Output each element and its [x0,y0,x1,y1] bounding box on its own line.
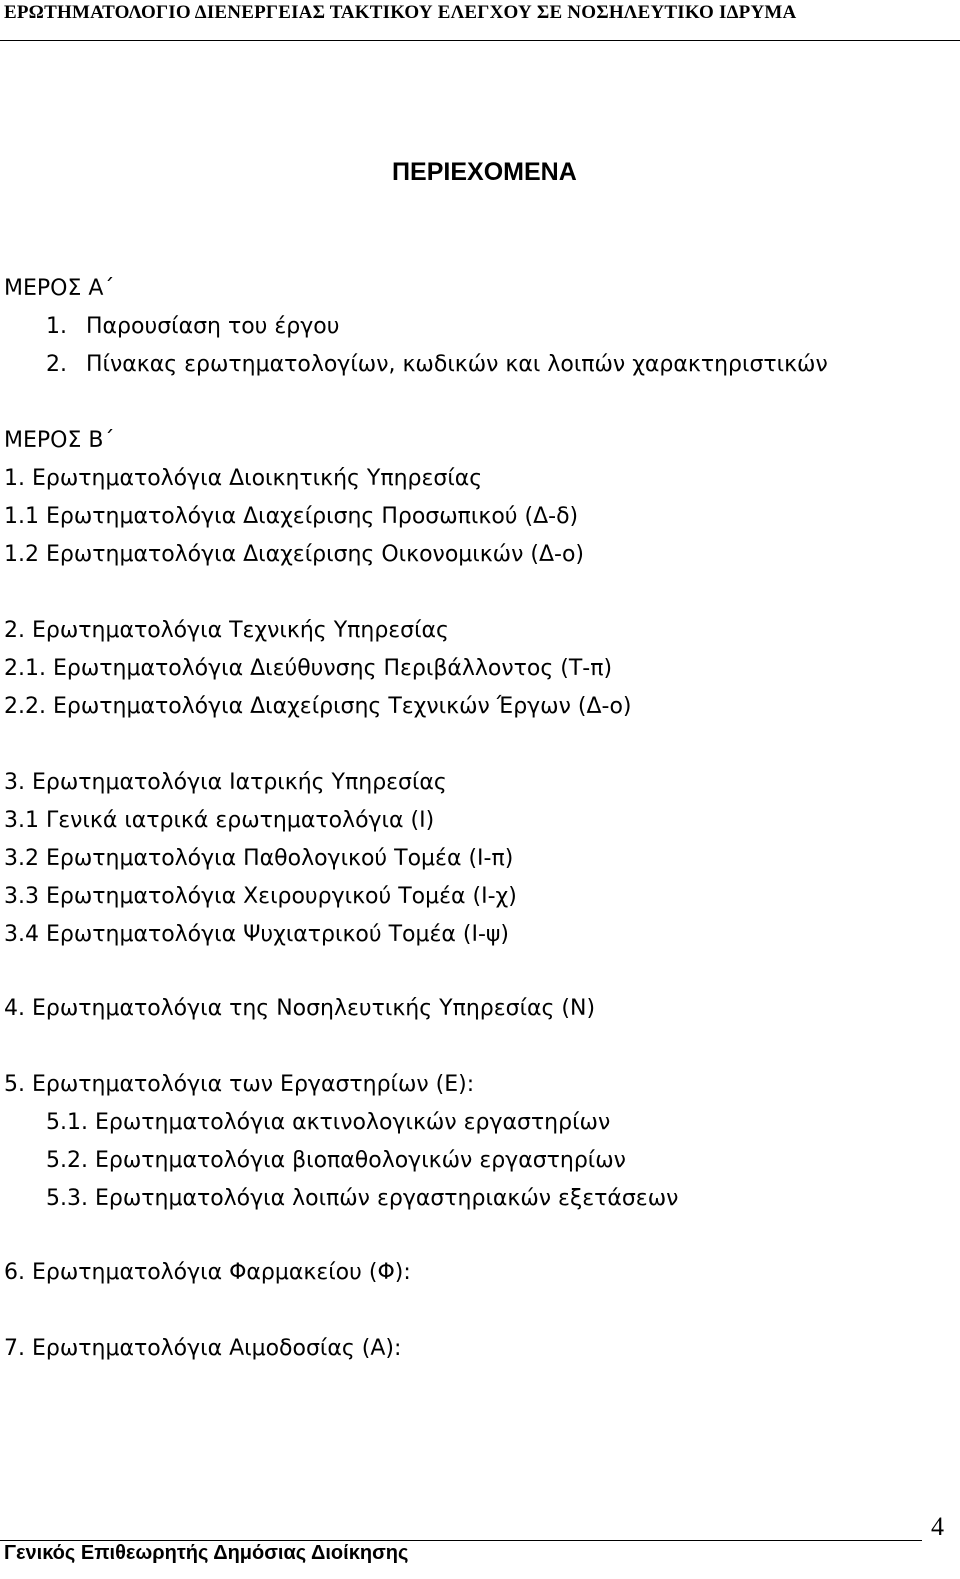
toc-section-3: 3. Ερωτηματολόγια Ιατρικής Υπηρεσίας [4,770,447,795]
footer-divider [0,1540,922,1541]
toc-item-text: Πίνακας ερωτηματολογίων, κωδικών και λοιπών χαρακτηριστικών [86,352,828,377]
toc-item-5-3: 5.3. Ερωτηματολόγια λοιπών εργαστηριακών εξετάσεων [46,1186,679,1211]
toc-item-2-2: 2.2. Ερωτηματολόγια Διαχείρισης Τεχνικών Έργων (Δ-ο) [4,694,632,719]
toc-item-number: 2. [46,352,67,377]
toc-item-number: 1. [46,314,67,339]
toc-section-1: 1. Ερωτηματολόγια Διοικητικής Υπηρεσίας [4,466,483,491]
toc-item-3-4: 3.4 Ερωτηματολόγια Ψυχιατρικού Τομέα (Ι-ψ) [4,922,509,947]
page-number: 4 [931,1512,944,1541]
toc-section-7: 7. Ερωτηματολόγια Αιμοδοσίας (Α): [4,1336,402,1361]
part-a-label: ΜΕΡΟΣ Α΄ [4,276,115,301]
toc-item-3-3: 3.3 Ερωτηματολόγια Χειρουργικού Τομέα (Ι-χ) [4,884,517,909]
toc-item-3-1: 3.1 Γενικά ιατρικά ερωτηματολόγια (Ι) [4,808,435,833]
toc-item-a1 [46,316,339,338]
part-b-label: ΜΕΡΟΣ Β΄ [4,428,115,453]
toc-item-5-2: 5.2. Ερωτηματολόγια βιοπαθολογικών εργαστηρίων [46,1148,626,1173]
toc-item-2-1: 2.1. Ερωτηματολόγια Διεύθυνσης Περιβάλλοντος (Τ-π) [4,656,613,681]
toc-item-3-2: 3.2 Ερωτηματολόγια Παθολογικού Τομέα (Ι-π) [4,846,514,871]
contents-heading: ΠΕΡΙΕΧΟΜΕΝΑ [392,158,577,186]
toc-section-2: 2. Ερωτηματολόγια Τεχνικής Υπηρεσίας [4,618,449,643]
document-title: ΕΡΩΤΗΜΑΤΟΛΟΓΙΟ ΔΙΕΝΕΡΓΕΙΑΣ ΤΑΚΤΙΚΟΥ ΕΛΕΓΧΟΥ ΣΕ ΝΟΣΗΛΕΥΤΙΚΟ ΙΔΡΥΜΑ [4,2,797,23]
footer-text: Γενικός Επιθεωρητής Δημόσιας Διοίκησης [4,1542,409,1564]
toc-section-6: 6. Ερωτηματολόγια Φαρμακείου (Φ): [4,1260,411,1285]
page-header [0,0,960,41]
toc-item-1-1: 1.1 Ερωτηματολόγια Διαχείρισης Προσωπικού (Δ-δ) [4,504,579,529]
toc-item-1-2: 1.2 Ερωτηματολόγια Διαχείρισης Οικονομικών (Δ-ο) [4,542,585,567]
toc-item-text: Παρουσίαση του έργου [86,314,340,339]
toc-item-5-1: 5.1. Ερωτηματολόγια ακτινολογικών εργαστηρίων [46,1110,611,1135]
toc-section-5: 5. Ερωτηματολόγια των Εργαστηρίων (Ε): [4,1072,475,1097]
toc-item-a2 [46,354,828,376]
toc-section-4: 4. Ερωτηματολόγια της Νοσηλευτικής Υπηρεσίας (Ν) [4,996,596,1021]
